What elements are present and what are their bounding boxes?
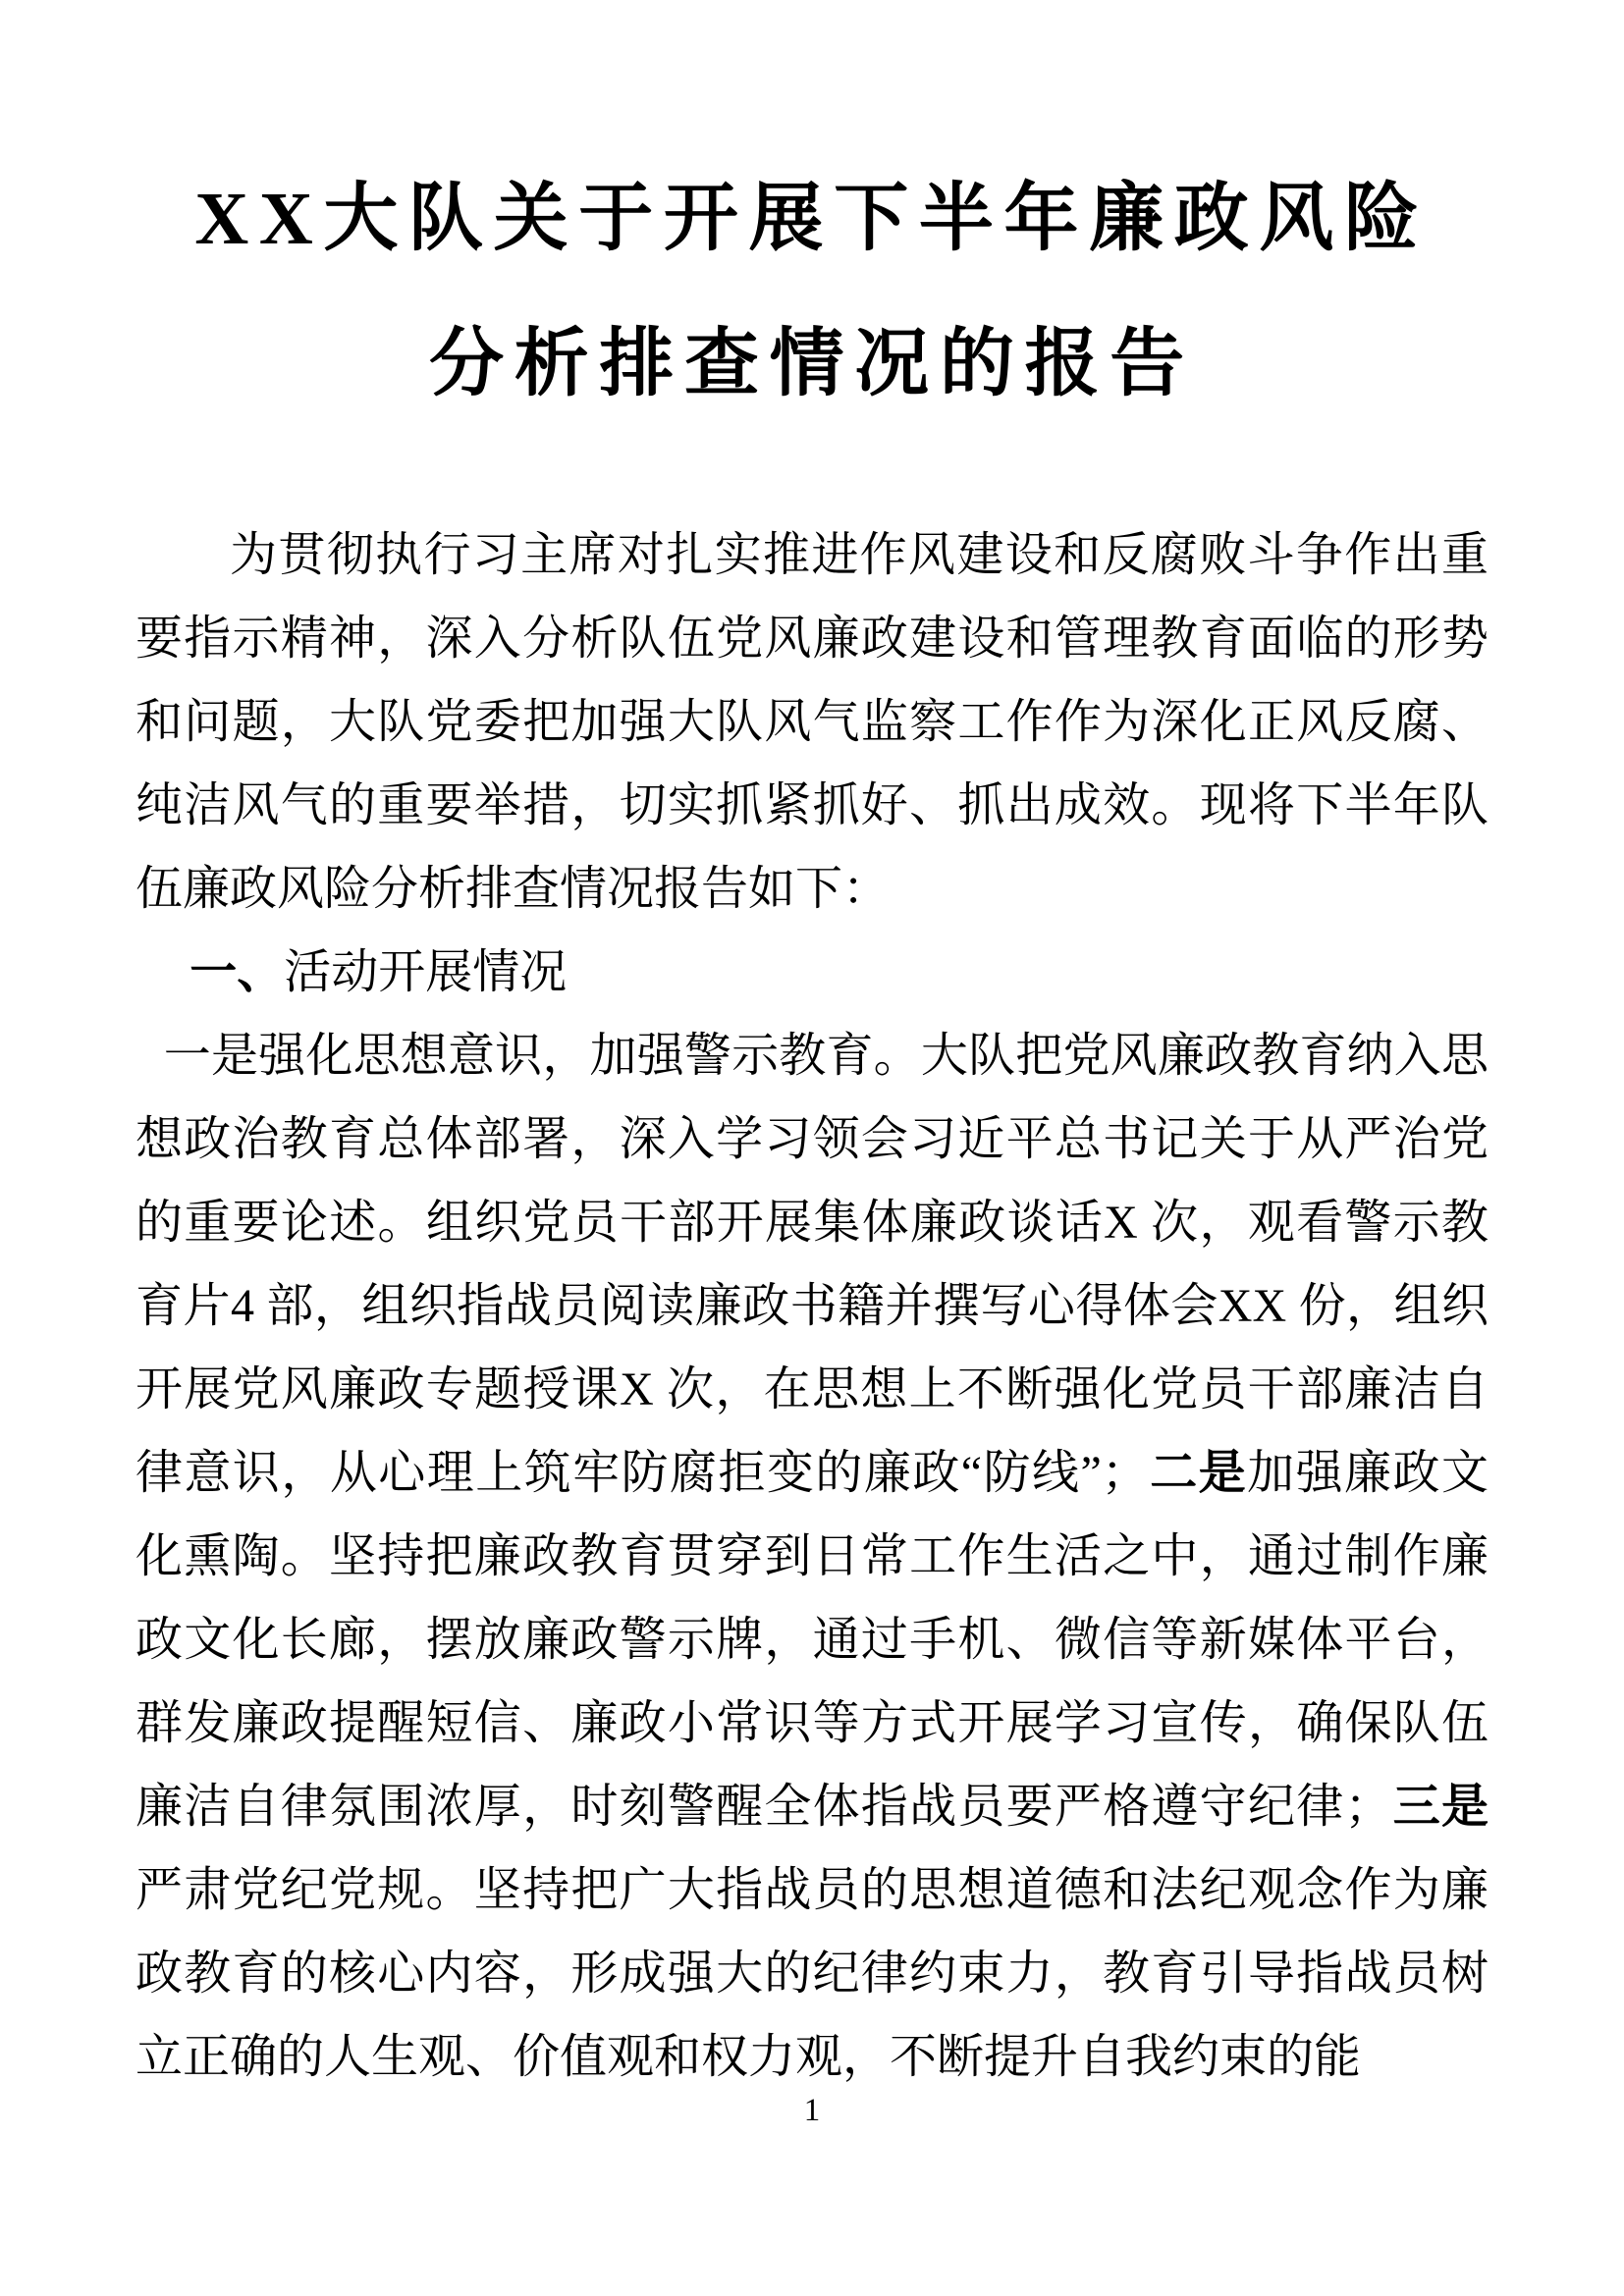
paragraph-activities xyxy=(135,1014,1489,2099)
section-heading-1-marker: 一、 xyxy=(189,945,285,998)
document-title-line-1: XX大队关于开展下半年廉政风险 xyxy=(194,177,1430,260)
section-heading-1 xyxy=(135,931,1489,1014)
document-title xyxy=(135,146,1489,437)
paragraph-introduction: 为贯彻执行习主席对扎实推进作风建设和反腐败斗争作出重要指示精神，深入分析队伍党风廉政建设和管理教育面临的形势和问题，大队党委把加强大队风气监察工作作为深化正风反腐、纯洁风气的重要举措，切实抓紧抓好、抓出成效。现将下半年队伍廉政风险分析排查情况报告如下： xyxy=(135,528,1489,915)
section-heading-1-text: 活动开展情况 xyxy=(284,945,568,998)
paragraph-run-bold-second: 二是 xyxy=(1148,1446,1248,1499)
paragraph-run: 加强廉政文化熏陶。坚持把廉政教育贯穿到日常工作生活之中，通过制作廉政文化长廊，摆放廉政警示牌，通过手机、微信等新媒体平台，群发廉政提醒短信、廉政小常识等方式开展学习宣传，确保队伍廉洁自律氛围浓厚，时刻警醒全体指战员要严格遵守纪律； xyxy=(135,1446,1489,1833)
document-body xyxy=(135,513,1489,2099)
paragraph-run: 一是强化思想意识，加强警示教育。大队把党风廉政教育纳入思想政治教育总体部署，深入学习领会习近平总书记关于从严治党的重要论述。组织党员干部开展集体廉政谈话X 次，观看警示教育片4 部，组织指战员阅读廉政书籍并撰写心得体会XX 份，组织开展党风廉政专题授课X 次，在思想上不断强化党员干部廉洁自律意识，从心理上筑牢防腐拒变的廉政“防线”； xyxy=(135,1029,1489,1499)
document-title-line-2: 分析排查情况的报告 xyxy=(429,322,1195,405)
paragraph-run: 严肃党纪党规。坚持把广大指战员的思想道德和法纪观念作为廉政教育的核心内容，形成强大的纪律约束力，教育引导指战员树立正确的人生观、价值观和权力观，不断提升自我约束的能 xyxy=(135,1863,1489,2083)
page-number: 1 xyxy=(803,2093,821,2128)
paragraph-run-bold-third: 三是 xyxy=(1391,1780,1489,1833)
